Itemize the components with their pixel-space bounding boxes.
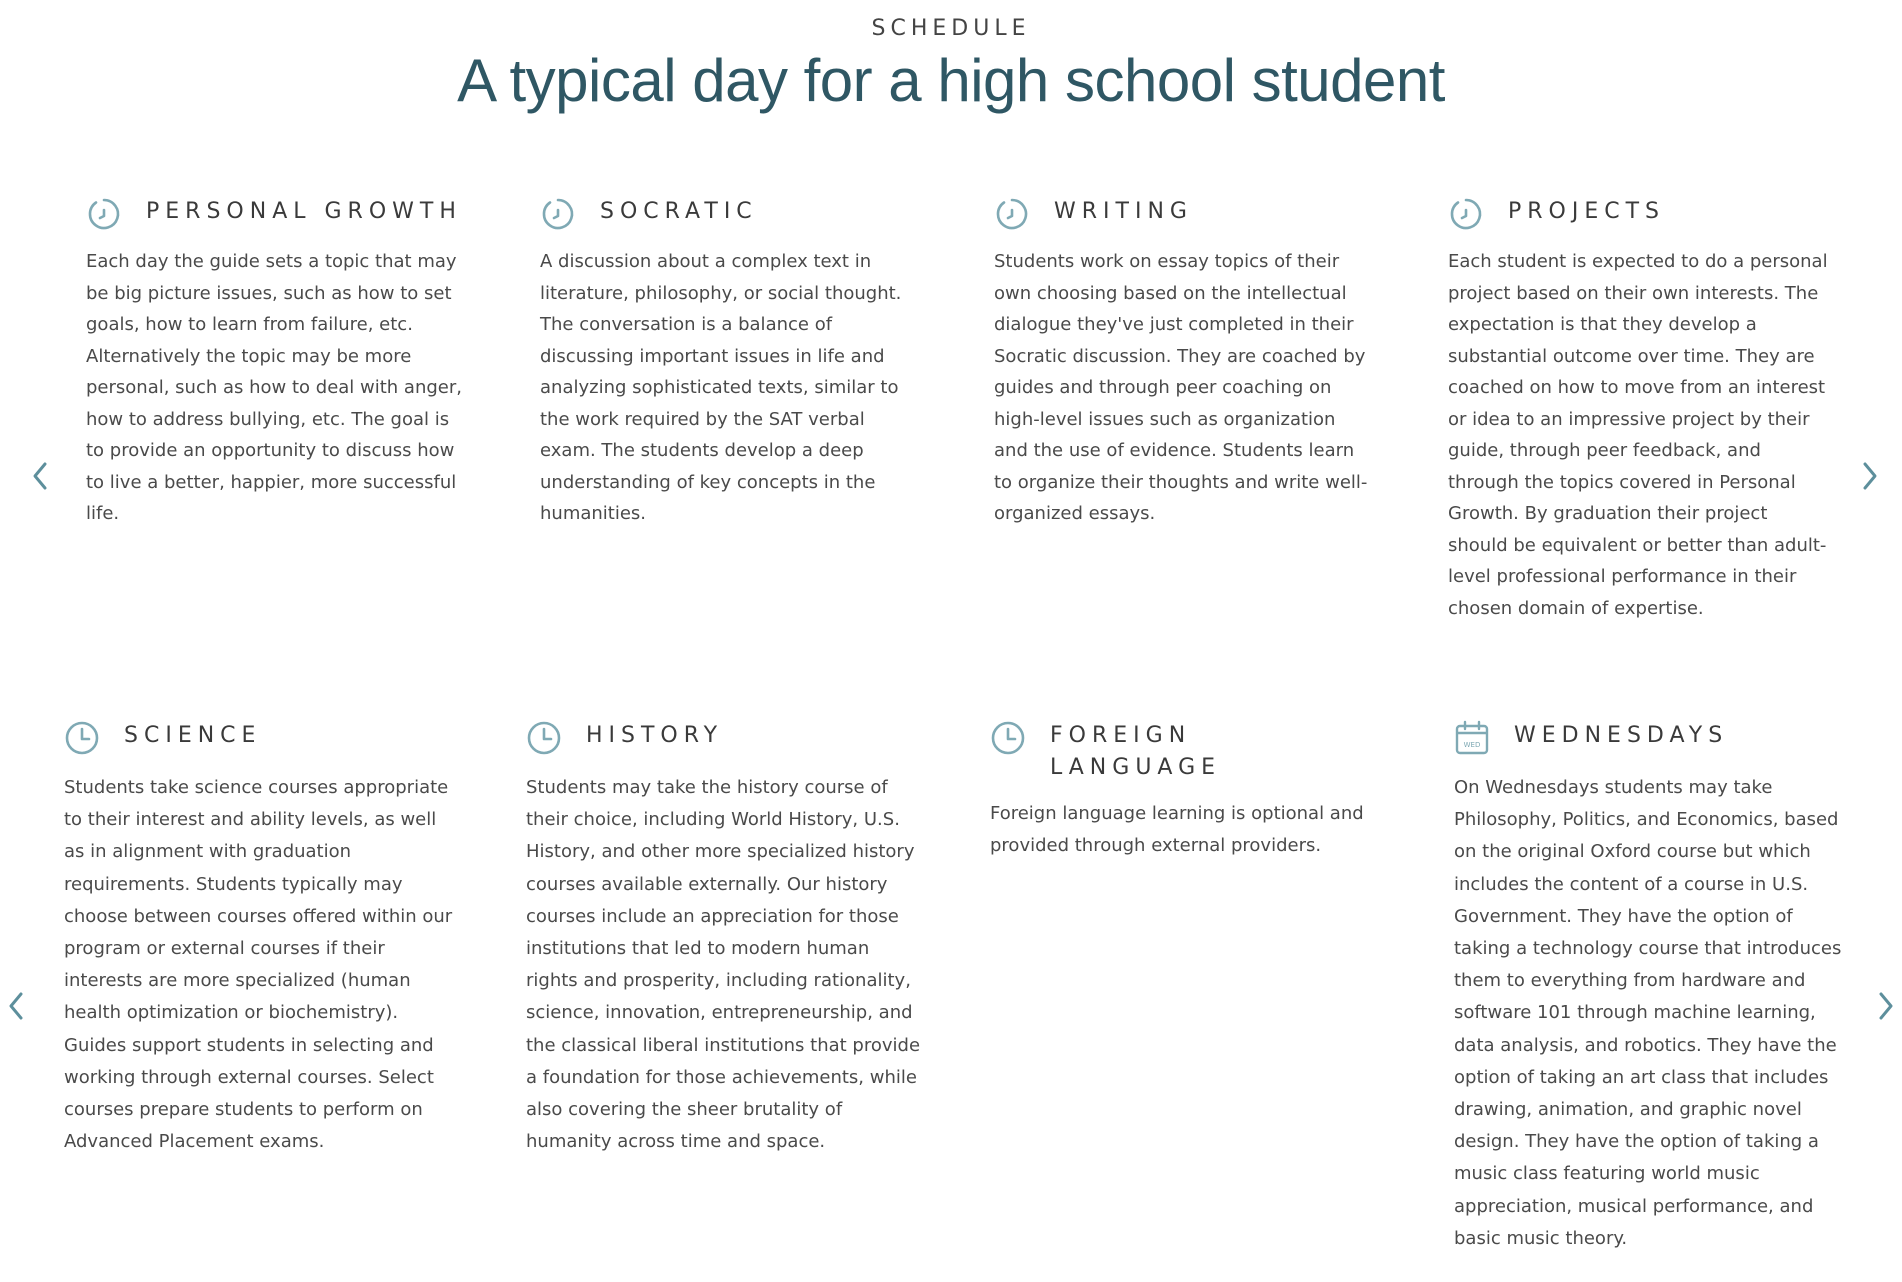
carousel-row-2 [0, 720, 1902, 1280]
clock-icon [64, 720, 100, 756]
card-body: Each student is expected to do a personal project based on their own interests. The expectation is that they develop a substantial outcome over time. They are coached on how to move from an interest or idea to an impressive project by their guide, through peer feedback, and through the topics covered in Personal Growth. By graduation their project should be equivalent or better than adult-level professional performance in their chosen domain of expertise. [1448, 251, 1828, 619]
card-title: SOCRATIC [600, 199, 758, 224]
carousel-next-arrow[interactable] [1858, 456, 1882, 496]
card-title: PROJECTS [1508, 199, 1666, 224]
clock-icon [990, 720, 1026, 756]
clock-icon [1448, 196, 1484, 232]
card-title: PERSONAL GROWTH [146, 199, 462, 224]
card-title: HISTORY [586, 723, 724, 748]
card-body: Foreign language learning is optional and provided through external providers. [990, 803, 1364, 857]
card-title: FOREIGN LANGUAGE [1050, 723, 1222, 780]
schedule-card-socratic [540, 196, 920, 530]
schedule-card-wednesdays [1454, 720, 1850, 1255]
card-body: Each day the guide sets a topic that may be big picture issues, such as how to set goals, how to learn from failure, etc. Alternatively the topic may be more personal, such as how to deal with anger, how to address bullying, etc. The goal is to provide an opportunity to discuss how to live a better, happier, more successful life. [86, 251, 462, 524]
schedule-card-science [64, 720, 460, 1158]
carousel-row-1 [0, 196, 1902, 636]
schedule-card-foreign-language [990, 720, 1386, 862]
card-body: Students take science courses appropriate to their interest and ability levels, as well as in alignment with graduation requirements. Students typically may choose between courses offered within our program or external courses if their interests are more specialized (human health optimization or biochemistry). Guides support students in selecting and working through external courses. Select courses prepare students to perform on Advanced Placement exams. [64, 777, 453, 1153]
carousel-next-arrow[interactable] [1874, 986, 1898, 1026]
card-body: Students work on essay topics of their own choosing based on the intellectual dialogue they've just completed in their Socratic discussion. They are coached by guides and through peer coaching on high-level issues such as organization and the use of evidence. Students learn to organize their thoughts and write well-organized essays. [994, 251, 1368, 524]
card-title: WEDNESDAYS [1514, 723, 1729, 748]
clock-icon [526, 720, 562, 756]
carousel-prev-arrow[interactable] [4, 986, 28, 1026]
section-eyebrow: SCHEDULE [871, 16, 1031, 41]
clock-icon [540, 196, 576, 232]
schedule-card-writing [994, 196, 1374, 530]
card-body: Students may take the history course of their choice, including World History, U.S. History, and other more specialized history courses available externally. Our history courses include an appreciation for those institutions that led to modern human rights and prosperity, including rationality, science, innovation, entrepreneurship, and the classical liberal institutions that provide a foundation for those achievements, while also covering the sheer brutality of humanity across time and space. [526, 777, 921, 1153]
clock-icon [994, 196, 1030, 232]
schedule-card-personal-growth [86, 196, 466, 530]
card-title: WRITING [1054, 199, 1193, 224]
schedule-card-history [526, 720, 922, 1158]
carousel-prev-arrow[interactable] [28, 456, 52, 496]
card-body: On Wednesdays students may take Philosophy, Politics, and Economics, based on the original Oxford course but which includes the content of a course in U.S. Government. They have the option of taking a technology course that introduces them to everything from hardware and software 101 through machine learning, data analysis, and robotics. They have the option of taking an art class that includes drawing, animation, and graphic novel design. They have the option of taking a music class featuring world music appreciation, musical performance, and basic music theory. [1454, 777, 1842, 1249]
card-title: SCIENCE [124, 723, 262, 748]
svg-text:WED: WED [1463, 741, 1481, 749]
clock-icon [86, 196, 122, 232]
card-body: A discussion about a complex text in literature, philosophy, or social thought. The conversation is a balance of discussing important issues in life and analyzing sophisticated texts, similar to the work required by the SAT verbal exam. The students develop a deep understanding of key concepts in the humanities. [540, 251, 902, 524]
calendar-icon [1454, 720, 1490, 756]
schedule-card-projects [1448, 196, 1828, 624]
page-title: A typical day for a high school student [457, 47, 1445, 114]
